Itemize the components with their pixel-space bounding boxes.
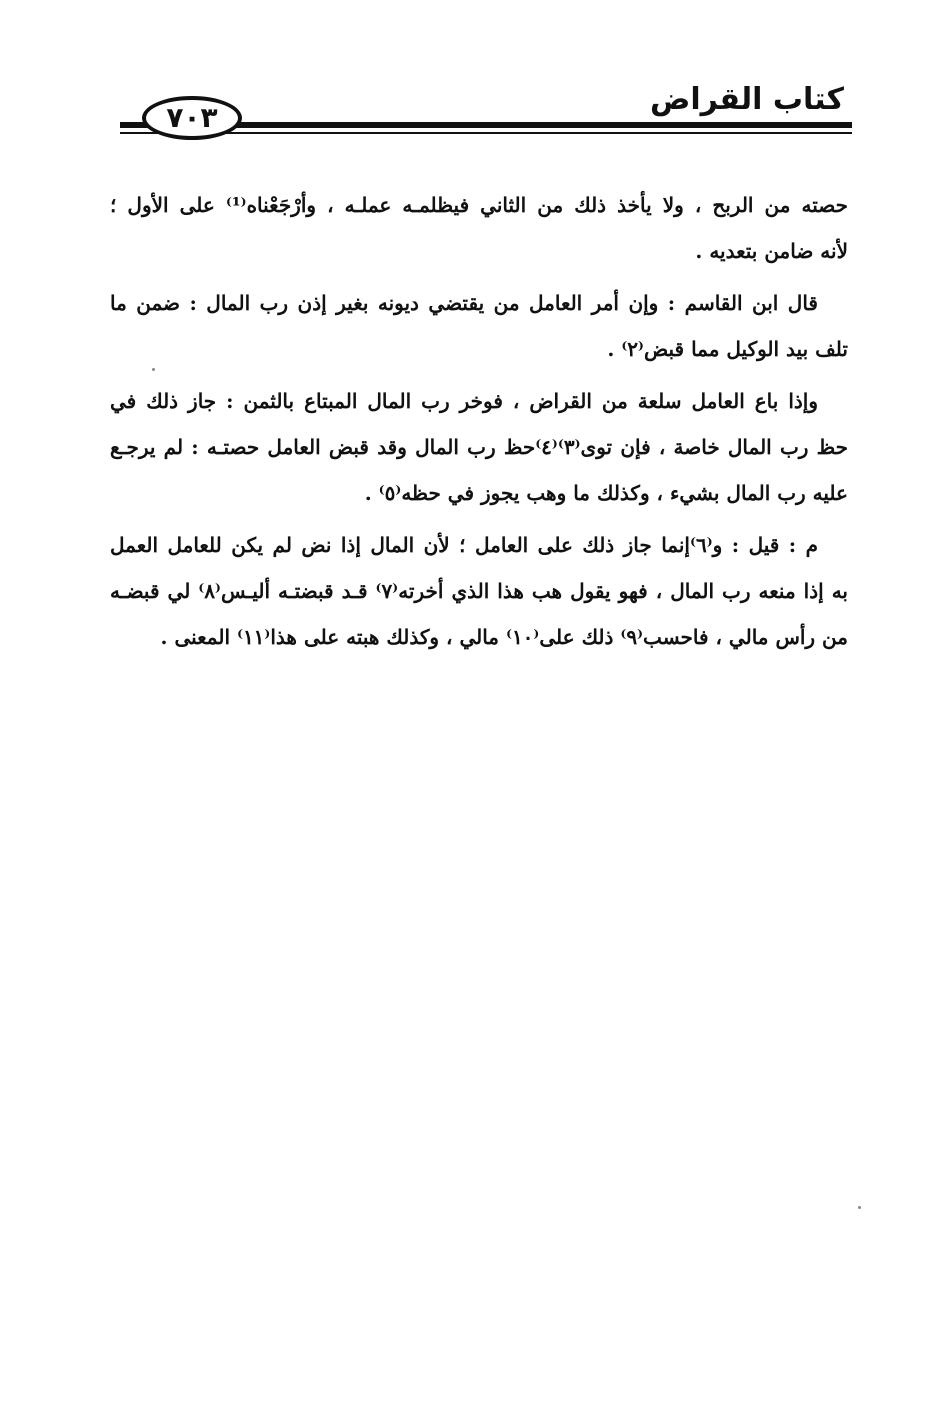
page-body: [110, 182, 848, 666]
text-line: حظ رب المال خاصة ، فإن توى⁽٣⁾⁽٤⁾حظ رب المال وقد قبض العامل حصتـه : لم يرجـع: [110, 435, 848, 459]
text-line: من رأس مالي ، فاحسب⁽٩⁾ ذلك على⁽١٠⁾ مالي ، وكذلك هبته على هذا⁽١١⁾ المعنى .: [160, 625, 848, 649]
text-line: عليه رب المال بشيء ، وكذلك ما وهب يجوز في حظه⁽٥⁾ .: [364, 481, 848, 505]
text-line: لأنه ضامن بتعديه .: [695, 239, 848, 263]
paragraph: [110, 280, 848, 372]
text-line: قال ابن القاسم : وإن أمر العامل من يقتضي ديونه بغير إذن رب المال : ضمن ما: [110, 291, 818, 315]
book-title: كتاب القراض: [650, 82, 844, 117]
scan-speck: [152, 368, 155, 371]
page-number: ٧٠٣: [166, 101, 218, 134]
page-header: [120, 82, 852, 152]
page-number-badge: [142, 96, 242, 140]
text-line: به إذا منعه رب المال ، فهو يقول هب هذا الذي أخرته⁽٧⁾ قـد قبضتـه أليـس⁽٨⁾ لي قبضـه: [110, 579, 848, 603]
paragraph: [110, 522, 848, 660]
text-line: تلف بيد الوكيل مما قبض⁽٢⁾ .: [607, 337, 848, 361]
text-line: حصته من الربح ، ولا يأخذ ذلك من الثاني فيظلمـه عملـه ، وأرْجَعْناه⁽¹⁾ على الأول ؛: [110, 193, 848, 217]
scan-speck: [858, 1206, 861, 1209]
paragraph: [110, 182, 848, 274]
text-line: م : قيل : و⁽٦⁾إنما جاز ذلك على العامل ؛ لأن المال إذا نض لم يكن للعامل العمل: [110, 533, 818, 557]
text-line: وإذا باع العامل سلعة من القراض ، فوخر رب المال المبتاع بالثمن : جاز ذلك في: [110, 389, 818, 413]
paragraph: [110, 378, 848, 516]
